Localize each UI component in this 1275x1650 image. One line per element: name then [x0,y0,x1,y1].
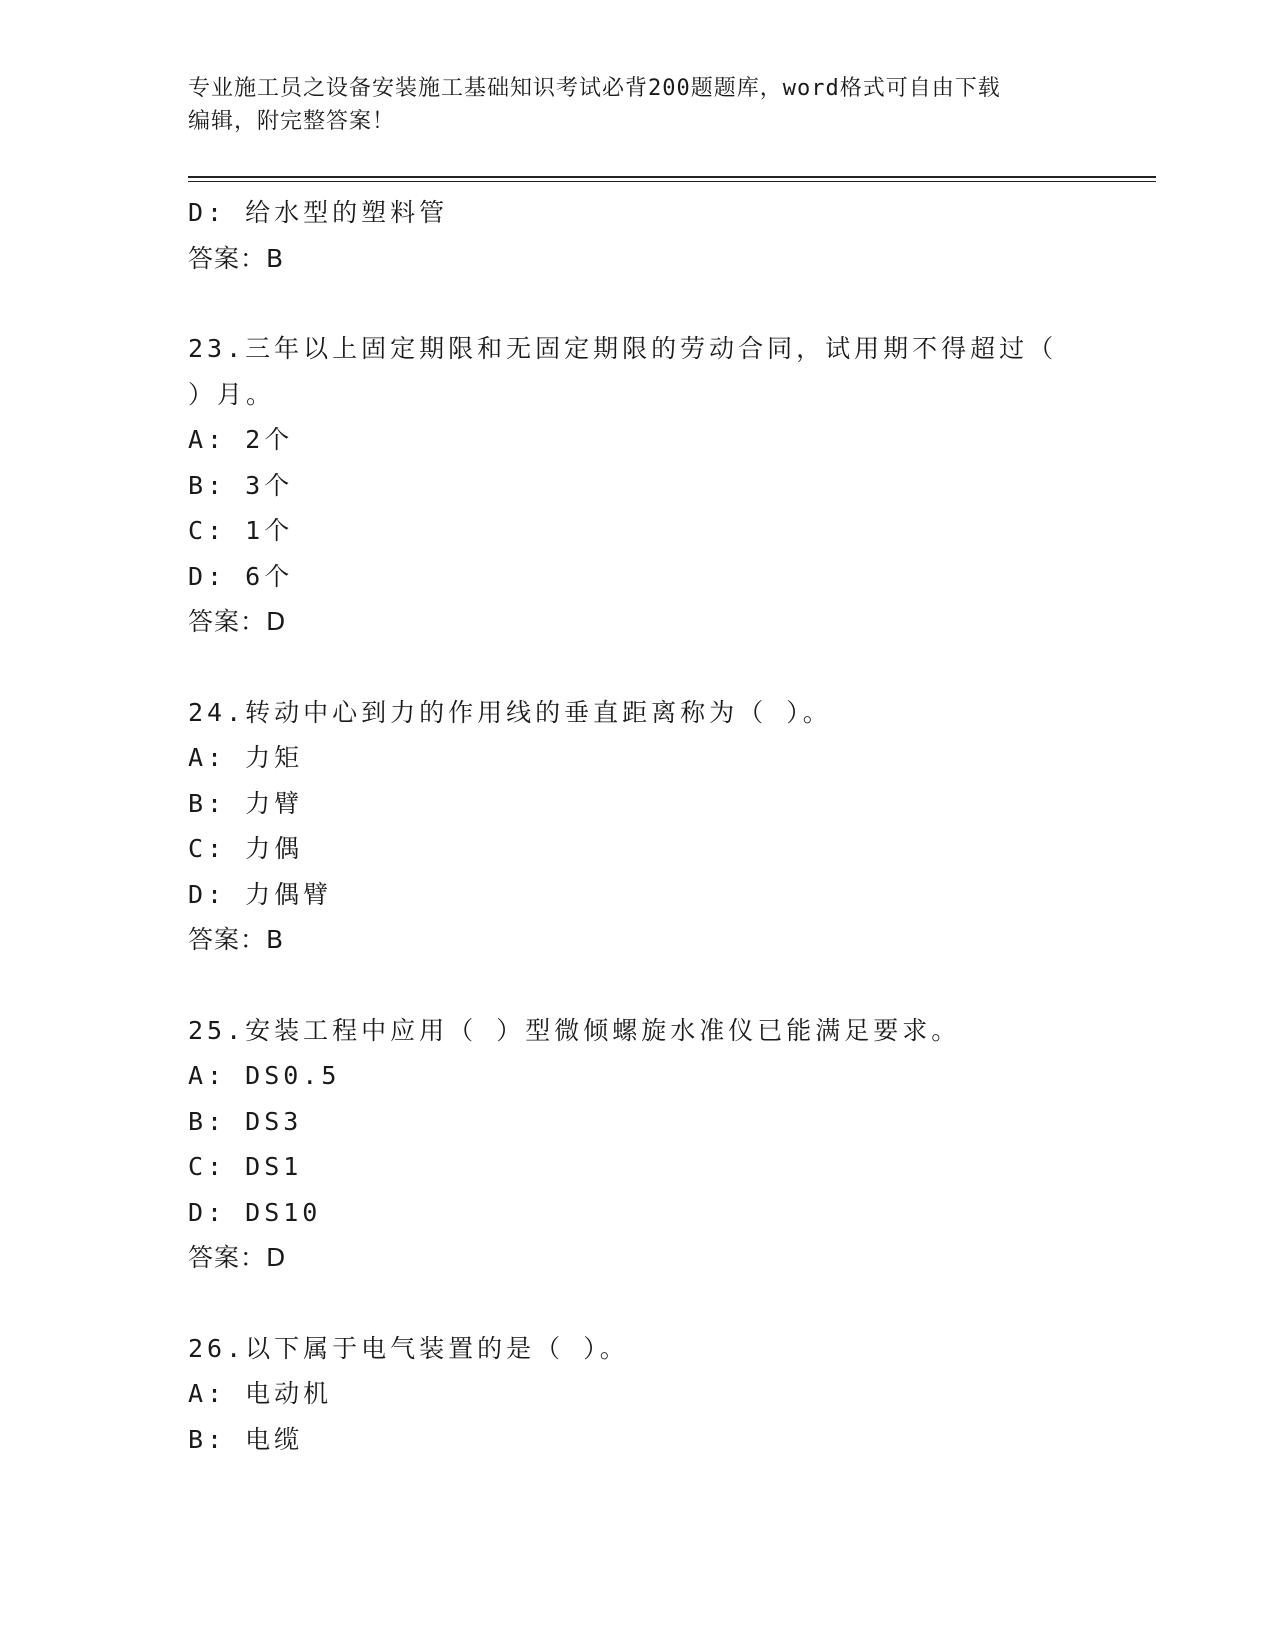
spacer [188,281,1108,326]
question-26 [188,1326,1108,1463]
option-a: A: 电动机 [188,1379,333,1408]
question-25 [188,1008,1108,1281]
question-stem: 26.以下属于电气装置的是（ ）。 [188,1333,629,1363]
answer-line: 答案：B [188,243,285,273]
question-stem-continued: ）月。 [188,379,276,409]
option-c: C: DS1 [188,1152,303,1181]
answer-line: 答案：D [188,607,287,636]
option-d: D: 力偶臂 [188,879,333,909]
question-stem: 24.转动中心到力的作用线的垂直距离称为（ ）。 [188,697,832,727]
answer-line: 答案：B [188,925,285,954]
spacer [188,963,1108,1008]
option-b: B: 力臂 [188,788,304,818]
header-divider-thick [188,176,1156,178]
option-a: A: 力矩 [188,743,304,772]
header-divider-thin [188,181,1156,182]
spacer [188,645,1108,690]
question-list [188,190,1108,1462]
header-title-line1: 专业施工员之设备安装施工基础知识考试必背200题题库，word格式可自由下载 [188,76,1001,101]
option-c: C: 1个 [188,516,294,545]
option-a: A: 2个 [188,425,294,454]
option-b: B: 电缆 [188,1424,304,1454]
question-22-tail [188,190,1108,281]
option-c: C: 力偶 [188,834,304,863]
option-a: A: DS0.5 [188,1061,341,1090]
header-title-line2: 编辑，附完整答案！ [188,109,396,134]
spacer [188,1281,1108,1326]
option-d: D: 给水型的塑料管 [188,198,449,227]
document-header [188,72,1088,138]
option-d: D: 6个 [188,561,294,591]
option-b: B: 3个 [188,470,294,500]
question-23 [188,326,1108,645]
answer-line: 答案：D [188,1243,287,1272]
option-d: D: DS10 [188,1197,322,1227]
option-b: B: DS3 [188,1106,303,1136]
question-stem: 23.三年以上固定期限和无固定期限的劳动合同，试用期不得超过（ [188,334,1058,363]
question-stem: 25.安装工程中应用（ ）型微倾螺旋水准仪已能满足要求。 [188,1015,961,1045]
question-24 [188,690,1108,963]
